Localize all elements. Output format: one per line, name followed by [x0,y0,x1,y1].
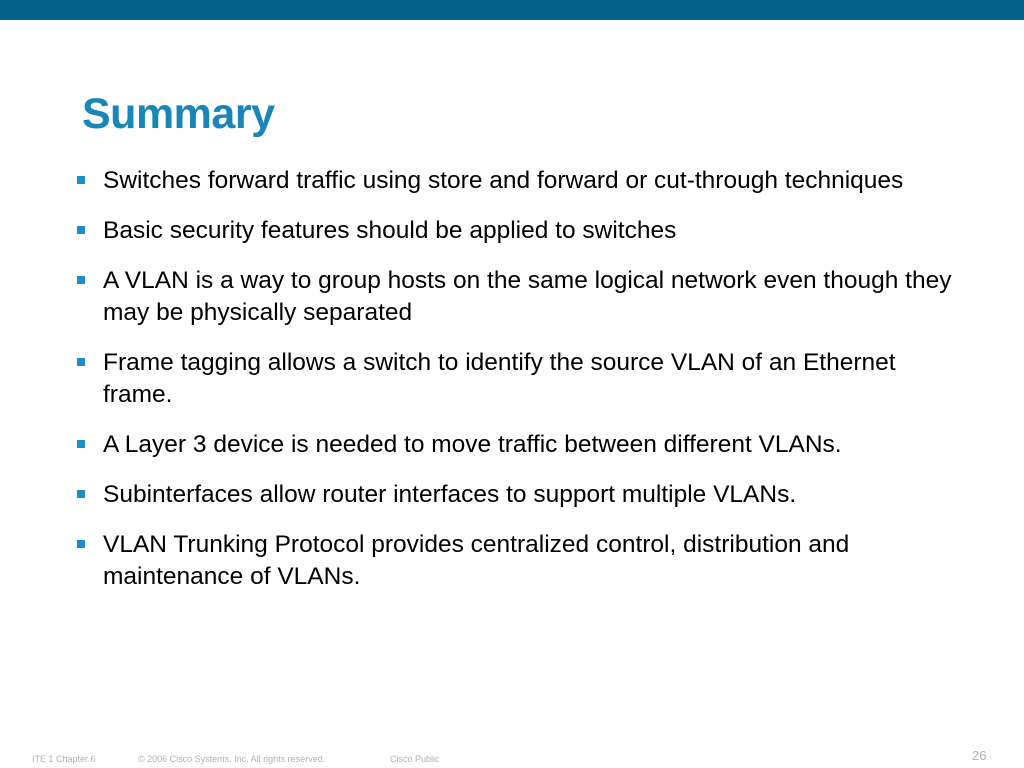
page-number: 26 [972,748,987,763]
square-bullet-icon [77,440,85,448]
bullet-text: Subinterfaces allow router interfaces to support multiple VLANs. [103,481,797,508]
bullet-text: Frame tagging allows a switch to identify the source VLAN of an Ethernet frame. [103,349,896,408]
footer-chapter: ITE 1 Chapter 6 [32,754,96,764]
bullet-text: VLAN Trunking Protocol provides centralized control, distribution and maintenance of VLANs. [103,531,850,590]
bullet-text: A Layer 3 device is needed to move traffic between different VLANs. [103,431,842,458]
bullet-item [76,347,956,411]
bullet-item [76,165,956,197]
bullet-text: Switches forward traffic using store and forward or cut-through techniques [103,167,904,194]
slide-footer [0,748,1024,768]
bullet-item [76,479,956,511]
top-accent-bar [0,0,1024,20]
bullet-text: A VLAN is a way to group hosts on the same logical network even though they may be physically separated [103,267,952,326]
bullet-item [76,529,956,593]
square-bullet-icon [77,490,85,498]
footer-copyright: © 2006 Cisco Systems, Inc. All rights reserved. [138,754,326,764]
square-bullet-icon [77,226,85,234]
footer-classification: Cisco Public [390,754,440,764]
slide-title: Summary [82,90,275,138]
bullet-text: Basic security features should be applied to switches [103,217,677,244]
bullet-item [76,429,956,461]
bullet-item [76,265,956,329]
square-bullet-icon [77,276,85,284]
square-bullet-icon [77,358,85,366]
bullet-item [76,215,956,247]
square-bullet-icon [77,540,85,548]
square-bullet-icon [77,176,85,184]
bullet-list [76,165,956,611]
